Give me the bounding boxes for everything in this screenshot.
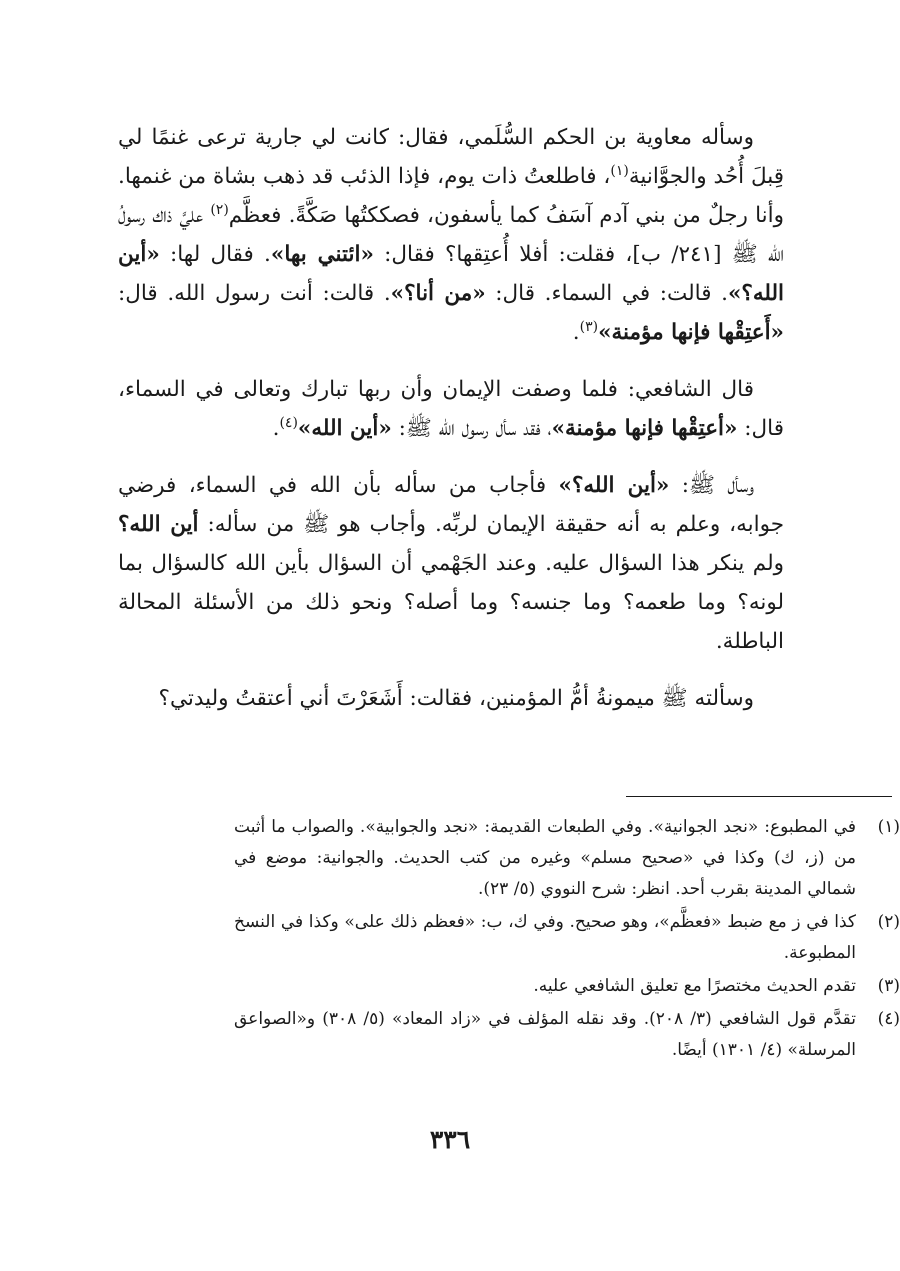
text-segment: فأجاب من سأله بأن الله في السماء، فرضي جوابه، وعلم به أنه حقيقة الإيمان لربِّه. وأجاب هو ﷺ من سأله: bbox=[118, 473, 784, 537]
footnote-reference: (٢) bbox=[210, 201, 229, 218]
hadith-quote: «أَعتِقْها فإنها مؤمنة» bbox=[598, 320, 784, 345]
paragraph-1 bbox=[118, 118, 784, 352]
footnote-text: تقدم الحديث مختصرًا مع تعليق الشافعي عليه. bbox=[533, 976, 856, 996]
footnote-number: (٤) bbox=[877, 1009, 900, 1029]
text-segment: . فقال لها: bbox=[159, 242, 271, 267]
text-segment: ، فاطلعتُ ذات يوم، فإذا الذئب قد ذهب بشاة من غنمها. وأنا رجلٌ من بني آدم آسَفُ كما يأسفون، فصككتُها صَكَّةً. فعظَّم bbox=[118, 164, 785, 228]
text-segment: ، فقد سأل رسول الله ﷺ: bbox=[391, 416, 552, 441]
footnote-2 bbox=[234, 907, 900, 969]
text-segment: . bbox=[572, 320, 580, 345]
footnote-number: (٣) bbox=[877, 976, 900, 996]
hadith-quote: «أين الله؟» bbox=[118, 242, 784, 306]
footnote-number: (١) bbox=[877, 817, 900, 837]
text-segment: . قالت: في السماء. قال: bbox=[485, 281, 728, 306]
hadith-quote: «من أنا؟» bbox=[390, 281, 486, 306]
text-segment: . قالت: أنت رسول الله. قال: bbox=[118, 281, 391, 306]
footnote-reference: (١) bbox=[610, 162, 629, 179]
footnote-text: كذا في ز مع ضبط «فعظَّم»، وهو صحيح. وفي ك، ب: «فعظم ذلك على» وكذا في النسخ المطبوعة. bbox=[234, 912, 856, 963]
footnote-3 bbox=[234, 971, 900, 1002]
text-segment: عليَّ ذاك رسولُ الله ﷺ [٢٤١/ ب]، فقلت: أفلا أُعتِقها؟ فقال: bbox=[118, 203, 784, 267]
hadith-quote: «أين الله؟» bbox=[558, 473, 670, 498]
footnote-text: في المطبوع: «نجد الجوانية». وفي الطبعات القديمة: «نجد والجوابية». والصواب ما أثبت من (ز، ك) وكذا في «صحيح مسلم» وغيره من كتب الحديث. والجوانية: موضع في شمالي المدينة بقرب أحد. انظر: شرح النووي (٥/ ٢٣). bbox=[234, 817, 856, 899]
page-number: ٣٣٦ bbox=[429, 1125, 471, 1154]
footnote-separator bbox=[626, 796, 892, 797]
paragraph-2 bbox=[118, 370, 784, 448]
footnote-4 bbox=[234, 1004, 900, 1066]
text-segment: قال الشافعي: فلما وصفت الإيمان وأن ربها تبارك وتعالى في السماء، قال: bbox=[118, 377, 784, 441]
text-segment: . bbox=[272, 416, 280, 441]
hadith-quote: «أين الله» bbox=[297, 416, 392, 441]
text-segment: وسأله معاوية بن الحكم السُّلَمي، فقال: كانت لي جارية ترعى غنمًا لي قِبلَ أُحُد والجوَّانية bbox=[118, 125, 784, 189]
footnote-reference: (٤) bbox=[279, 414, 298, 431]
paragraph-3 bbox=[118, 466, 784, 661]
text-segment: وسألته ﷺ ميمونةُ أمُّ المؤمنين، فقالت: أَشَعَرْتَ أني أعتقتُ وليدتي؟ bbox=[158, 686, 754, 711]
text-segment: وسأل ﷺ: bbox=[669, 473, 755, 498]
footnote-1 bbox=[234, 812, 900, 905]
paragraph-4 bbox=[118, 679, 784, 718]
footnote-text: تقدَّم قول الشافعي (٣/ ٢٠٨). وقد نقله المؤلف في «زاد المعاد» (٥/ ٣٠٨) و«الصواعق المرسلة» (٤/ ١٣٠١) أيضًا. bbox=[234, 1009, 856, 1060]
footnote-number: (٢) bbox=[877, 912, 900, 932]
footnotes bbox=[234, 812, 900, 1068]
hadith-quote: «أعتِقْها فإنها مؤمنة» bbox=[551, 416, 738, 441]
hadith-quote: أين الله؟ bbox=[118, 512, 199, 537]
hadith-quote: «ائتني بها» bbox=[270, 242, 374, 267]
main-text bbox=[118, 118, 784, 736]
footnote-reference: (٣) bbox=[579, 318, 599, 335]
text-segment: ولم ينكر هذا السؤال عليه. وعند الجَهْمي أن السؤال بأين الله كالسؤال بما لونه؟ وما طعمه؟ وما جنسه؟ وما أصله؟ ونحو ذلك من الأسئلة المحالة الباطلة. bbox=[118, 551, 784, 654]
